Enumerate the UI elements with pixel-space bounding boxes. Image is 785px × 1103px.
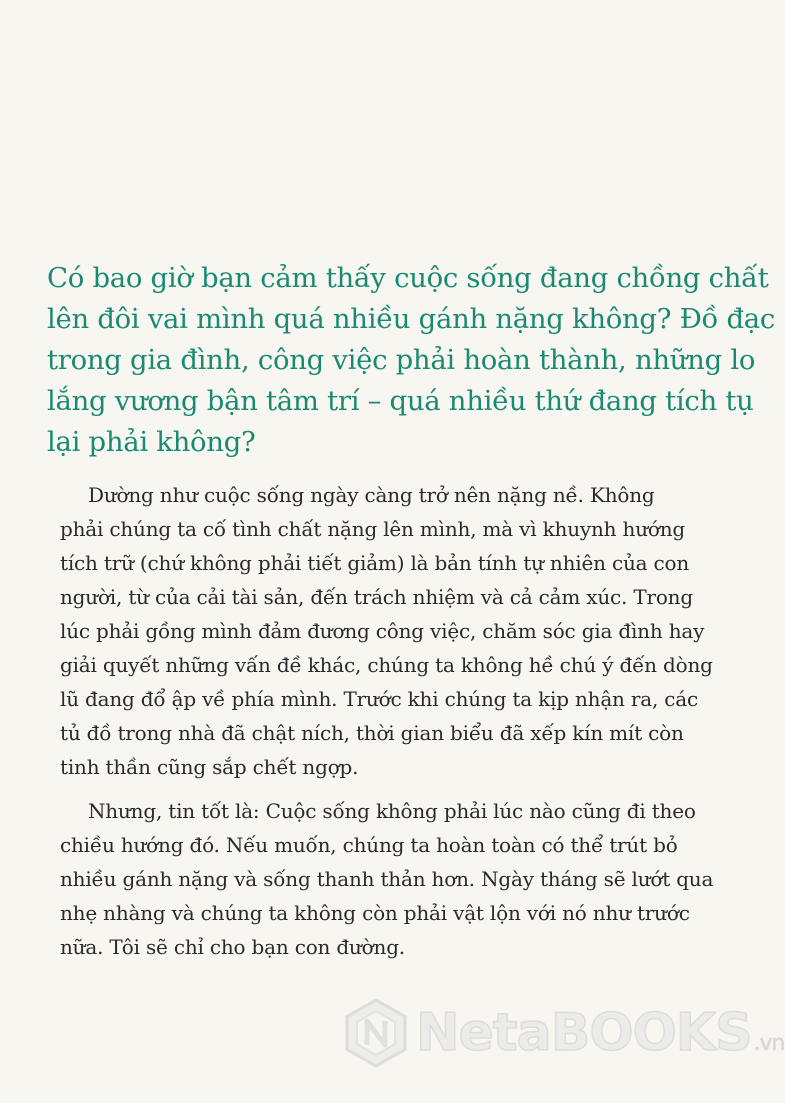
- body-line: tủ đồ trong nhà đã chật ních, thời gian biểu đã xếp kín mít còn: [60, 721, 684, 745]
- body-line: tinh thần cũng sắp chết ngợp.: [60, 755, 359, 779]
- body-line: phải chúng ta cố tình chất nặng lên mình, mà vì khuynh hướng: [60, 517, 686, 541]
- body-line: nhiều gánh nặng và sống thanh thản hơn. Ngày tháng sẽ lướt qua: [60, 867, 714, 891]
- body-line: tích trữ (chứ không phải tiết giảm) là bản tính tự nhiên của con: [60, 551, 690, 575]
- intro-line: trong gia đình, công việc phải hoàn thành, những lo: [47, 344, 756, 376]
- watermark-brand: [416, 1003, 785, 1063]
- body-line: người, từ của cải tài sản, đến trách nhiệm và cả cảm xúc. Trong: [60, 585, 693, 609]
- body-line: Dường như cuộc sống ngày càng trở nên nặng nề. Không: [88, 483, 655, 507]
- watermark-brand-name: NetaBOOKS: [416, 1003, 752, 1063]
- body-line: lũ đang đổ ập về phía mình. Trước khi chúng ta kịp nhận ra, các: [60, 687, 699, 711]
- intro-line: lên đôi vai mình quá nhiều gánh nặng không? Đồ đạc: [47, 303, 775, 335]
- intro-paragraph: [47, 258, 775, 463]
- watermark-brand-suffix: .vn: [753, 1031, 785, 1056]
- netabooks-logo-icon: [340, 997, 412, 1069]
- intro-line: lại phải không?: [47, 426, 256, 458]
- body-line: Nhưng, tin tốt là: Cuộc sống không phải lúc nào cũng đi theo: [88, 799, 696, 823]
- body-line: giải quyết những vấn đề khác, chúng ta không hề chú ý đến dòng: [60, 653, 713, 677]
- intro-line: Có bao giờ bạn cảm thấy cuộc sống đang chồng chất: [47, 262, 769, 294]
- body-line: nữa. Tôi sẽ chỉ cho bạn con đường.: [60, 935, 405, 959]
- body-line: lúc phải gồng mình đảm đương công việc, chăm sóc gia đình hay: [60, 619, 705, 643]
- body-line: nhẹ nhàng và chúng ta không còn phải vật lộn với nó như trước: [60, 901, 690, 925]
- body-paragraph-2: [60, 794, 714, 964]
- body-line: chiều hướng đó. Nếu muốn, chúng ta hoàn toàn có thể trút bỏ: [60, 833, 678, 857]
- intro-line: lắng vương bận tâm trí – quá nhiều thứ đang tích tụ: [47, 385, 754, 417]
- netabooks-watermark: [340, 995, 785, 1075]
- body-paragraph-1: [60, 478, 713, 784]
